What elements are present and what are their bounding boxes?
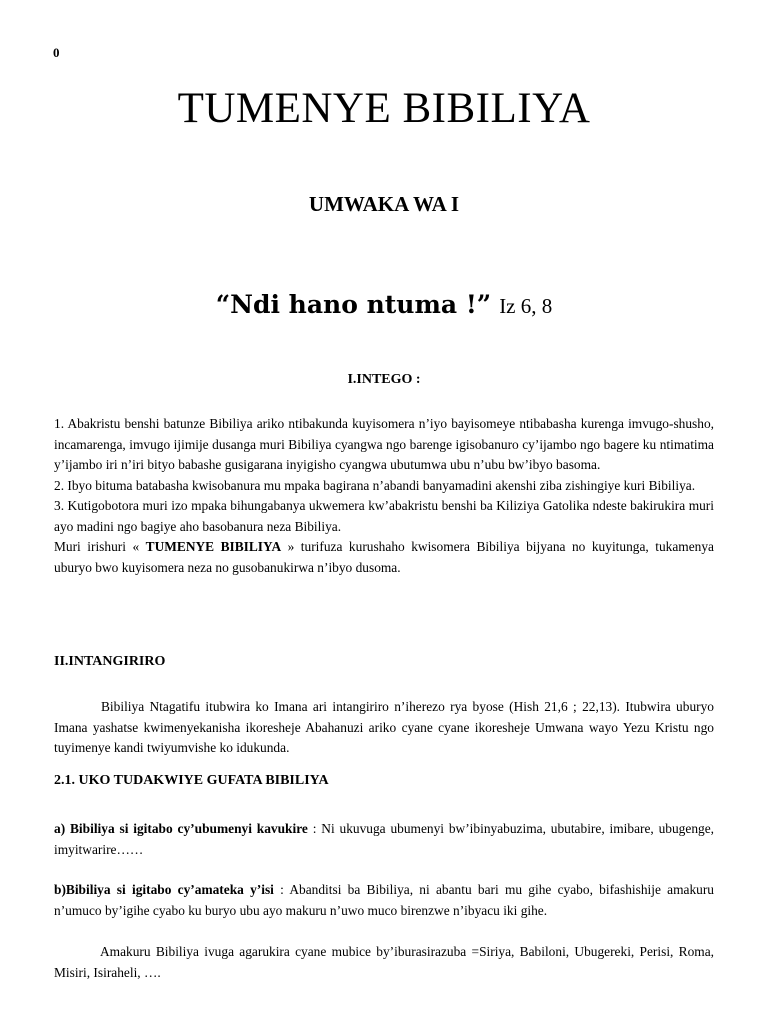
intego-closing-prefix: Muri irishuri « [54,539,146,554]
motto-quote: “Ndi hano ntuma !” [215,290,492,319]
section-heading-intego: I.INTEGO : [347,372,421,387]
intego-paragraph-3: 3. Kutigobotora muri izo mpaka bihungabanya ukwemera kw’abakristu benshi ba Kiliziya Gatolika ndeste bakirukira muri ayo madini ngo bagiye aho basobanura neza Bibiliya. [54,498,714,534]
intego-paragraph-1: 1. Abakristu benshi batunze Bibiliya ariko ntibakunda kuyisomera n’iyo bayisomeye ntibabasha kurenga imvugo-shusho, incamarenga, imvugo ijimije dusanga muri Bibiliya cyangwa ngo barenge igisobanuro cy’ijambo ngo bagere ku ntimatima y’ijambo iri n’iri bityo babashe gusigarana inyigisho cyangwa ubutumwa ubu n’ubu bw’ibyo basoma. [54,416,714,472]
intego-closing-title: TUMENYE BIBILIYA [145,539,282,554]
section-heading-intangiririro: II.INTANGIRIRO [54,654,166,669]
motto [0,290,768,319]
amakuru-paragraph: Amakuru Bibiliya ivuga agarukira cyane mubice by’iburasirazuba =Siriya, Babiloni, Ubugereki, Perisi, Roma, Misiri, Isiraheli, …. [54,944,714,980]
section-heading-2-1: 2.1. UKO TUDAKWIYE GUFATA BIBILIYA [54,773,329,788]
intego-body [54,414,714,578]
motto-reference: Iz 6, 8 [499,294,553,318]
intangiririro-body: Bibiliya Ntagatifu itubwira ko Imana ari intangiriro n’iherezo rya byose (Hish 21,6 ; 22,13). Itubwira uburyo Imana yashatse kwimenyekanisha ikoresheje Abahanuzi ariko cyane cyane ikoresheje Umwana wayo Yezu Kristu ngo tuyimenye kandi twiyumvishe ko idukunda. [54,699,714,755]
item-a-lead: a) Bibiliya si igitabo cy’ubumenyi kavukire [54,821,308,836]
document-title: TUMENYE BIBILIYA [177,85,591,132]
item-b-lead: b)Bibiliya si igitabo cy’amateka y’isi [54,882,274,897]
page-number: 0 [53,45,60,60]
item-b-text: : Abanditsi ba Bibiliya, ni abantu bari mu gihe cyabo, bifashishije amakuru n’umuco by’igihe cyabo ku buryo ubu ayo makuru n’uwo muco birenzwe n’ibyacu iki gihe. [54,882,714,918]
intego-closing [54,537,714,578]
intego-closing-suffix: » turifuza kurushaho kwisomera Bibiliya bijyana no kuyitunga, tukamenya uburyo bwo kuyisomera neza no gusobanukirwa n’ibyo dusoma. [54,539,715,575]
item-b [54,880,714,921]
item-a [54,819,714,860]
intego-paragraph-2: 2. Ibyo bituma batabasha kwisobanura mu mpaka bagirana n’abandi banyamadini akenshi ziba zishingiye kuri Bibiliya. [54,477,696,493]
document-subtitle: UMWAKA WA I [308,192,460,216]
item-a-text: : Ni ukuvuga ubumenyi bw’ibinyabuzima, ubutabire, imibare, ubugenge, imyitwarire…… [54,821,715,857]
